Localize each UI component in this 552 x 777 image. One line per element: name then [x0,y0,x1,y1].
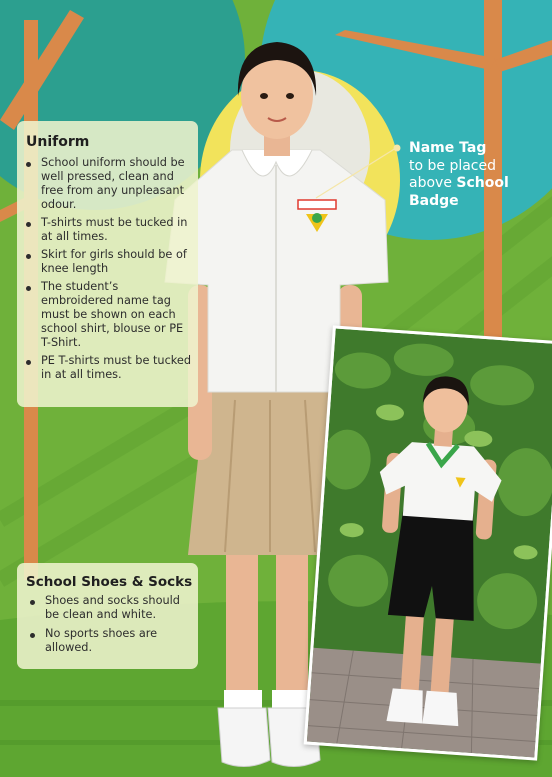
name-tag-line2-prefix: above [409,175,457,191]
uniform-heading: Uniform [26,134,90,150]
name-tag-callout [409,140,539,210]
uniform-item-pressed: School uniform should be well pressed, clean and free from any unpleasant odour. [41,156,192,212]
uniform-list [17,156,198,382]
uniform-item-skirt-length: Skirt for girls should be of knee length [41,248,192,276]
name-tag-title: Name Tag [409,140,487,156]
uniform-panel [17,121,198,407]
name-tag-line1: to be placed [409,157,497,174]
shoes-socks-panel [17,563,198,669]
shoes-item-clean-white: Shoes and socks should be clean and white. [45,594,192,622]
uniform-item-name-tag: The student’s embroidered name tag must be shown on each school shirt, blouse or PE T-Shirt. [41,280,192,350]
uniform-item-pe-tshirt: PE T-shirts must be tucked in at all times. [41,354,192,381]
name-tag-line3: Badge [409,192,459,209]
name-tag-line2-bold: School [456,175,509,191]
uniform-item-tshirt-tucked: T-shirts must be tucked in at all times. [41,216,192,244]
pe-attire-illustration [307,329,552,758]
shoes-socks-heading: School Shoes & Socks [26,574,193,590]
shoes-socks-list [17,594,198,655]
shoes-item-no-sports: No sports shoes are allowed. [45,627,192,655]
pe-attire-photo [304,325,552,760]
